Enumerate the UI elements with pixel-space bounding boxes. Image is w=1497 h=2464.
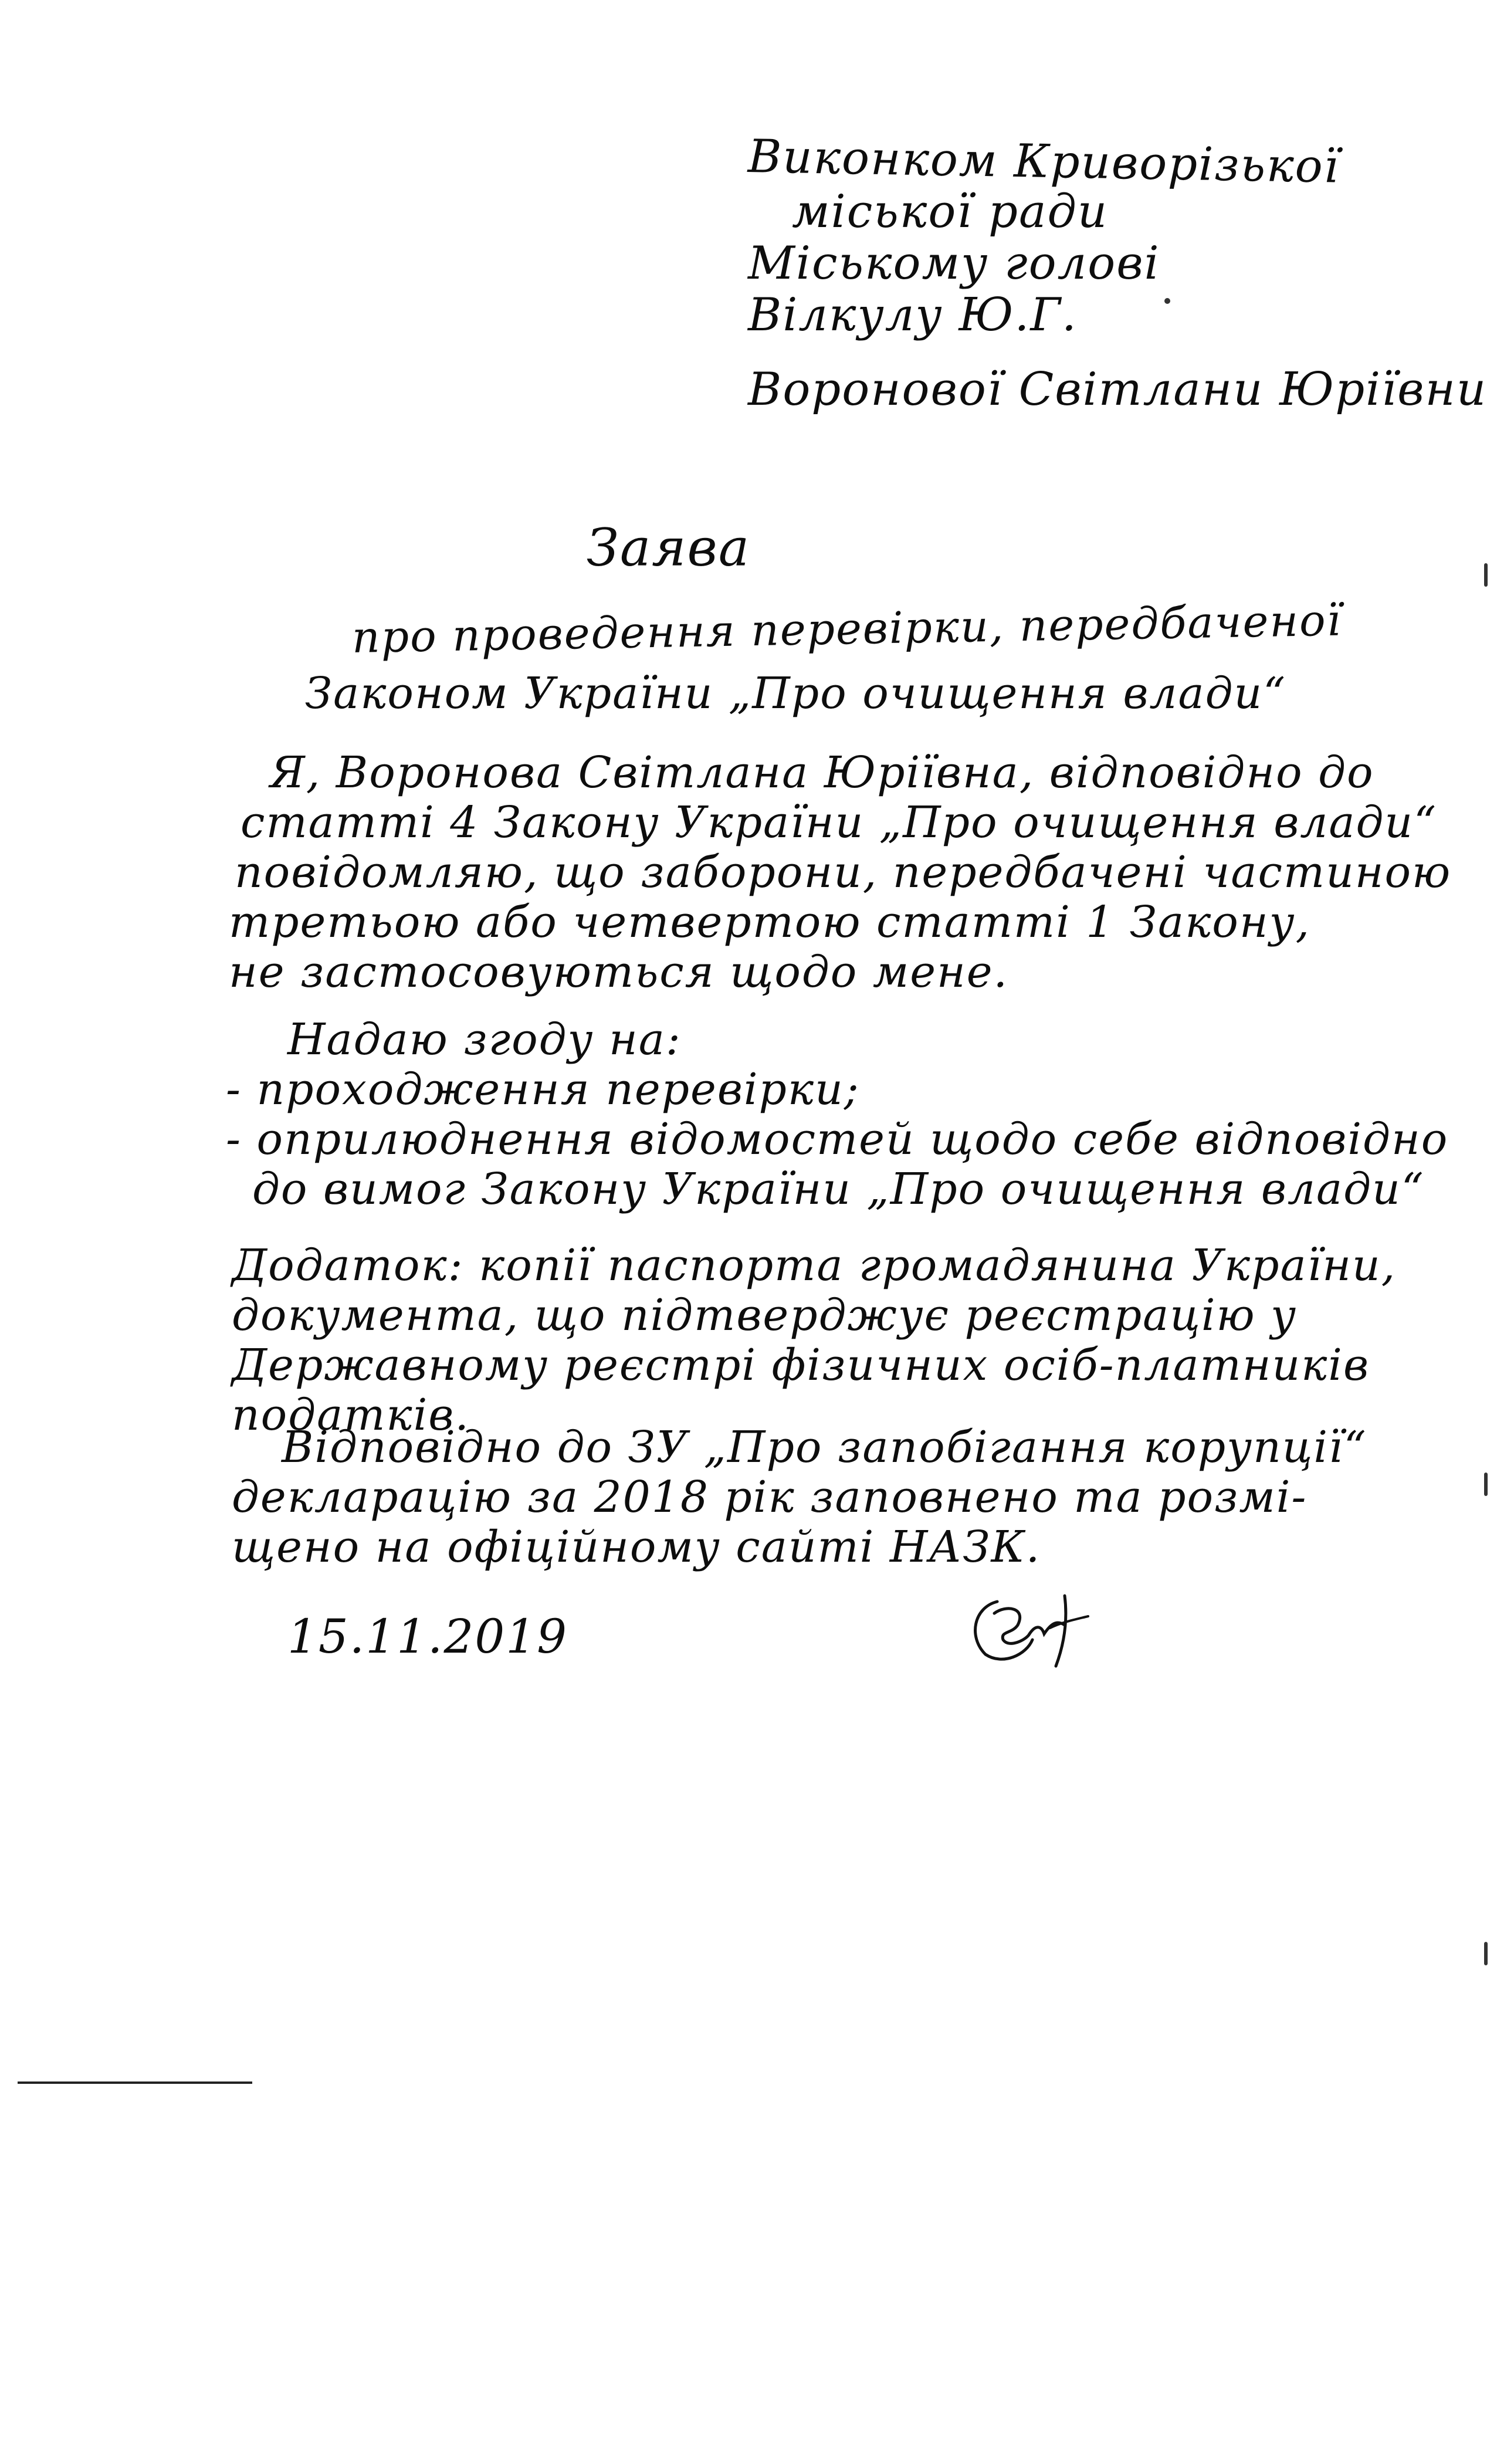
declaration-line-1: Відповідно до ЗУ „Про запобігання корупції“ xyxy=(282,1422,1367,1473)
scan-line xyxy=(18,2081,252,2084)
addressee-line-3: Міському голові xyxy=(748,237,1160,290)
consent-line-4: до вимог Закону України „Про очищення влади“ xyxy=(252,1164,1425,1214)
subject-line-1: про проведення перевірки, передбаченої xyxy=(351,595,1342,663)
signature xyxy=(962,1584,1103,1672)
attachment-line-3: Державному реєстрі фізичних осіб-платників xyxy=(232,1340,1370,1390)
consent-line-3: - оприлюднення відомостей щодо себе відповідно xyxy=(226,1114,1449,1165)
addressee-line-1: Виконком Криворізької xyxy=(747,130,1340,194)
document-date: 15.11.2019 xyxy=(287,1609,568,1664)
addressee-from: Воронової Світлани Юріївни xyxy=(748,363,1488,416)
paragraph1-line-4: третьою або четвертою статті 1 Закону, xyxy=(229,897,1311,947)
attachment-line-1: Додаток: копії паспорта громадянина України, xyxy=(232,1240,1397,1291)
scan-speck xyxy=(1484,1942,1488,1965)
paragraph1-line-2: статті 4 Закону України „Про очищення влади“ xyxy=(241,797,1437,848)
document-title: Заява xyxy=(587,517,751,578)
paragraph1-line-1: Я, Воронова Світлана Юріївна, відповідно до xyxy=(270,747,1374,798)
declaration-line-2: декларацію за 2018 рік заповнено та розмі- xyxy=(232,1472,1308,1522)
addressee-line-2: міської ради xyxy=(792,185,1109,238)
scan-speck xyxy=(1484,563,1488,587)
consent-line-1: Надаю згоду на: xyxy=(287,1014,682,1065)
attachment-line-2: документа, що підтверджує реєстрацію у xyxy=(232,1290,1298,1341)
addressee-line-4: Вілкулу Ю.Г. xyxy=(748,289,1078,341)
declaration-line-3: щено на офіційному сайті НАЗК. xyxy=(232,1522,1041,1572)
paragraph1-line-3: повідомляю, що заборони, передбачені частиною xyxy=(235,847,1452,898)
paragraph1-line-5: не застосовуються щодо мене. xyxy=(229,947,1009,997)
scan-speck xyxy=(1164,298,1170,304)
subject-line-2: Законом України „Про очищення влади“ xyxy=(305,668,1287,719)
attachment-line-4: податків. xyxy=(232,1390,470,1440)
scan-speck xyxy=(1484,1473,1488,1496)
consent-line-2: - проходження перевірки; xyxy=(226,1064,860,1115)
